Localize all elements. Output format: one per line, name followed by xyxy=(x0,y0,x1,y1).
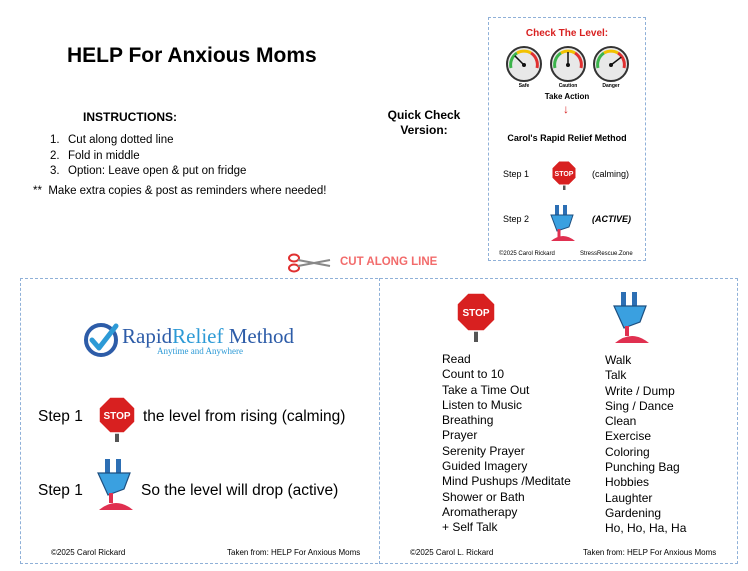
right-copyright: ©2025 Carol L. Rickard xyxy=(410,548,494,557)
stop-sign-icon xyxy=(551,160,577,195)
gauge-icon xyxy=(505,45,543,83)
instruction-item: 2. Fold in middle xyxy=(50,149,140,162)
list-item: Guided Imagery xyxy=(442,459,528,474)
list-item: Hobbies xyxy=(605,475,650,490)
list-item: Gardening xyxy=(605,505,662,520)
quick-check-card xyxy=(488,17,646,261)
stop-sign-icon xyxy=(98,396,136,447)
list-item: Read xyxy=(442,352,471,366)
stop-sign-icon xyxy=(456,292,496,347)
instructions-list xyxy=(50,133,246,180)
list-item: Sing / Dance xyxy=(605,398,674,413)
gauge-label: Safe xyxy=(518,83,530,89)
calming-list xyxy=(442,352,571,536)
gauge-icon xyxy=(592,45,630,83)
card-site: StressRescue.Zone xyxy=(580,251,633,257)
svg-text:STOP: STOP xyxy=(103,411,131,422)
list-item: Talk xyxy=(605,368,627,383)
left-step2-text: So the level will drop (active) xyxy=(141,482,339,499)
svg-text:STOP: STOP xyxy=(554,171,574,178)
gauge-label: Danger xyxy=(602,83,620,89)
list-item: Take a Time Out xyxy=(442,382,530,397)
logo-wordmark: RapidRelief Method xyxy=(122,324,295,348)
list-item: Count to 10 xyxy=(442,367,505,382)
list-item: Coloring xyxy=(605,444,650,459)
list-item: Prayer xyxy=(442,428,478,443)
list-item: Clean xyxy=(605,414,637,429)
down-arrow-icon: ↓ xyxy=(563,102,569,116)
checkmark-logo-icon xyxy=(82,320,120,363)
gauge-caution xyxy=(549,45,587,93)
card-step2-label: Step 2 xyxy=(503,214,530,224)
list-item: Exercise xyxy=(605,429,652,444)
list-item: Walk xyxy=(605,353,632,367)
card-step1-note: (calming) xyxy=(592,169,630,179)
list-item: Aromatherapy xyxy=(442,504,518,519)
list-item: Shower or Bath xyxy=(442,489,525,504)
right-source: Taken from: HELP For Anxious Moms xyxy=(583,548,717,557)
card-step2-note: (ACTIVE) xyxy=(592,214,631,224)
instructions-note: ** Make extra copies & post as reminders where needed! xyxy=(33,185,327,197)
cut-along-line-label: CUT ALONG LINE xyxy=(340,256,438,268)
fold-divider xyxy=(379,278,380,564)
gauge-label: Caution xyxy=(558,83,578,89)
gauge-danger xyxy=(592,45,630,93)
gauge-icon xyxy=(549,45,587,83)
take-action-label: Take Action xyxy=(544,92,590,101)
left-step1-label: Step 1 xyxy=(38,408,83,425)
list-item: Listen to Music xyxy=(442,397,523,412)
list-item: Punching Bag xyxy=(605,460,680,475)
left-step1-text: the level from rising (calming) xyxy=(143,408,346,425)
active-list xyxy=(605,353,686,537)
instruction-item: 3. Option: Leave open & put on fridge xyxy=(50,165,247,177)
card-step1-label: Step 1 xyxy=(503,169,530,179)
card-copyright: ©2025 Carol Rickard xyxy=(499,251,555,257)
left-source: Taken from: HELP For Anxious Moms xyxy=(227,548,361,557)
svg-text:STOP: STOP xyxy=(462,308,490,319)
left-copyright: ©2025 Carol Rickard xyxy=(51,548,126,557)
scissors-icon xyxy=(288,251,332,280)
page-title: HELP For Anxious Moms xyxy=(67,44,317,67)
list-item: Serenity Prayer xyxy=(442,443,525,458)
list-item: Mind Pushups /Meditate xyxy=(442,474,571,489)
pouring-icon xyxy=(96,459,136,516)
list-item: Breathing xyxy=(442,413,494,428)
pouring-icon xyxy=(549,205,577,248)
instruction-item: 1. Cut along dotted line xyxy=(50,134,174,146)
list-item: Ho, Ho, Ha, Ha xyxy=(605,521,687,536)
logo-tagline: Anytime and Anywhere xyxy=(157,346,243,356)
gauge-safe xyxy=(505,45,543,93)
instructions-heading: INSTRUCTIONS: xyxy=(83,110,177,124)
method-title: Carol's Rapid Relief Method xyxy=(507,133,627,143)
list-item: + Self Talk xyxy=(442,520,498,535)
list-item: Laughter xyxy=(605,490,653,505)
quick-check-label: Quick Check Version: xyxy=(387,108,461,137)
list-item: Write / Dump xyxy=(605,383,675,398)
check-level-label: Check The Level: xyxy=(525,28,609,39)
left-step2-label: Step 1 xyxy=(38,482,83,499)
pouring-icon xyxy=(612,292,652,349)
